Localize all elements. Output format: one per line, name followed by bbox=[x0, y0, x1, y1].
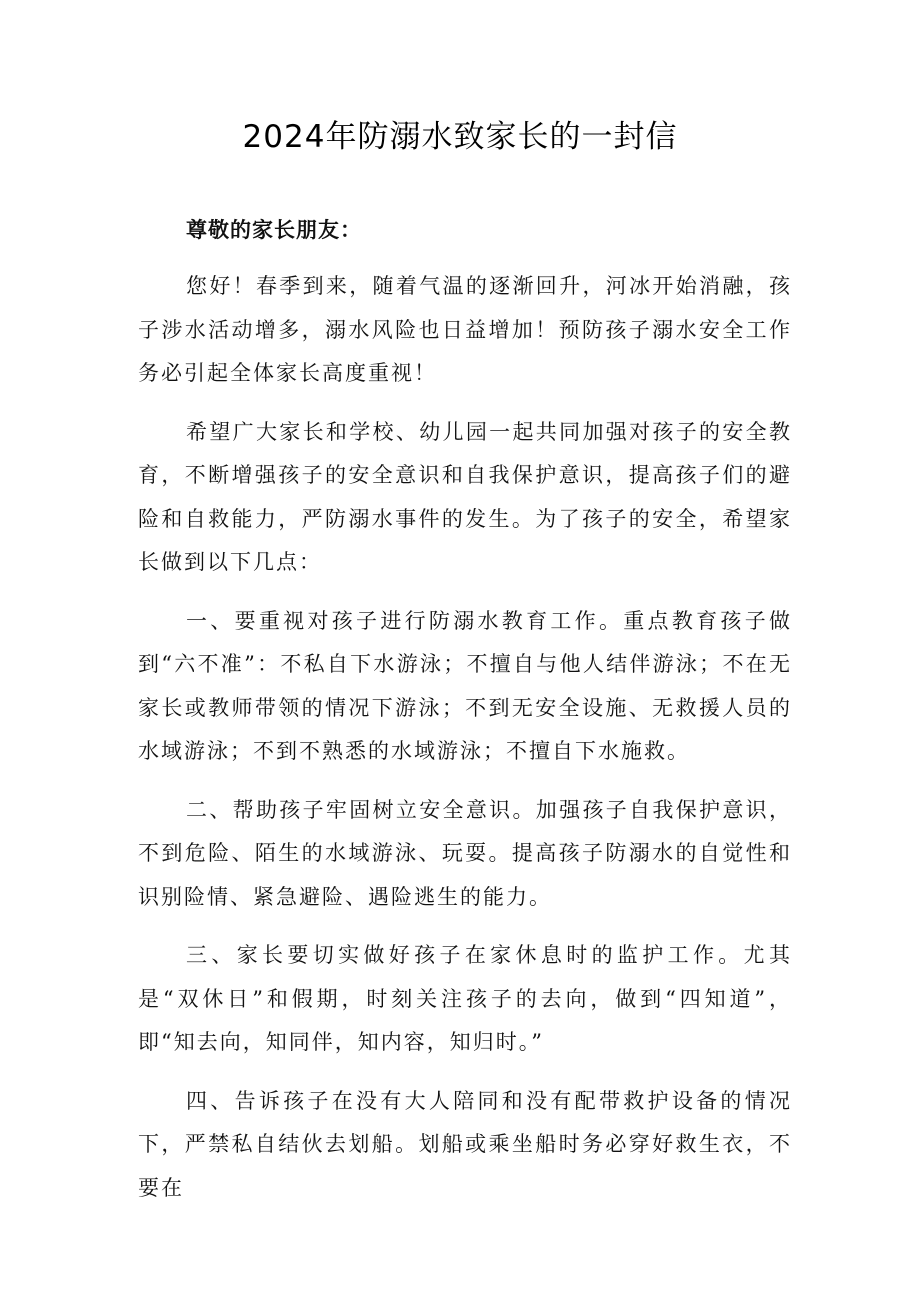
letter-body bbox=[138, 210, 792, 1210]
paragraph-point-1: 一、要重视对孩子进行防溺水教育工作。重点教育孩子做到“六不准”：不私自下水游泳；不擅自与他人结伴游泳；不在无家长或教师带领的情况下游泳；不到无安全设施、无救援人员的水域游泳；不到不熟悉的水域游泳；不擅自下水施救。 bbox=[138, 608, 792, 763]
document-title: 2024年防溺水致家长的一封信 bbox=[242, 119, 678, 155]
paragraph-point-3: 三、家长要切实做好孩子在家休息时的监护工作。尤其是“双休日”和假期，时刻关注孩子的去向，做到“四知道”，即“知去向，知同伴，知内容，知归时。” bbox=[138, 943, 792, 1054]
paragraph-greeting: 您好！春季到来，随着气温的逐渐回升，河冰开始消融，孩子涉水活动增多，溺水风险也日益增加！预防孩子溺水安全工作务必引起全体家长高度重视！ bbox=[138, 274, 792, 385]
paragraph-point-2: 二、帮助孩子牢固树立安全意识。加强孩子自我保护意识，不到危险、陌生的水域游泳、玩耍。提高孩子防溺水的自觉性和识别险情、紧急避险、遇险逃生的能力。 bbox=[138, 797, 792, 909]
paragraph-hope: 希望广大家长和学校、幼儿园一起共同加强对孩子的安全教育，不断增强孩子的安全意识和自我保护意识，提高孩子们的避险和自救能力，严防溺水事件的发生。为了孩子的安全，希望家长做到以下几点： bbox=[138, 419, 792, 574]
salutation: 尊敬的家长朋友： bbox=[186, 218, 362, 242]
paragraph-point-4: 四、告诉孩子在没有大人陪同和没有配带救护设备的情况下，严禁私自结伙去划船。划船或乘坐船时务必穿好救生衣，不要在 bbox=[138, 1088, 792, 1200]
